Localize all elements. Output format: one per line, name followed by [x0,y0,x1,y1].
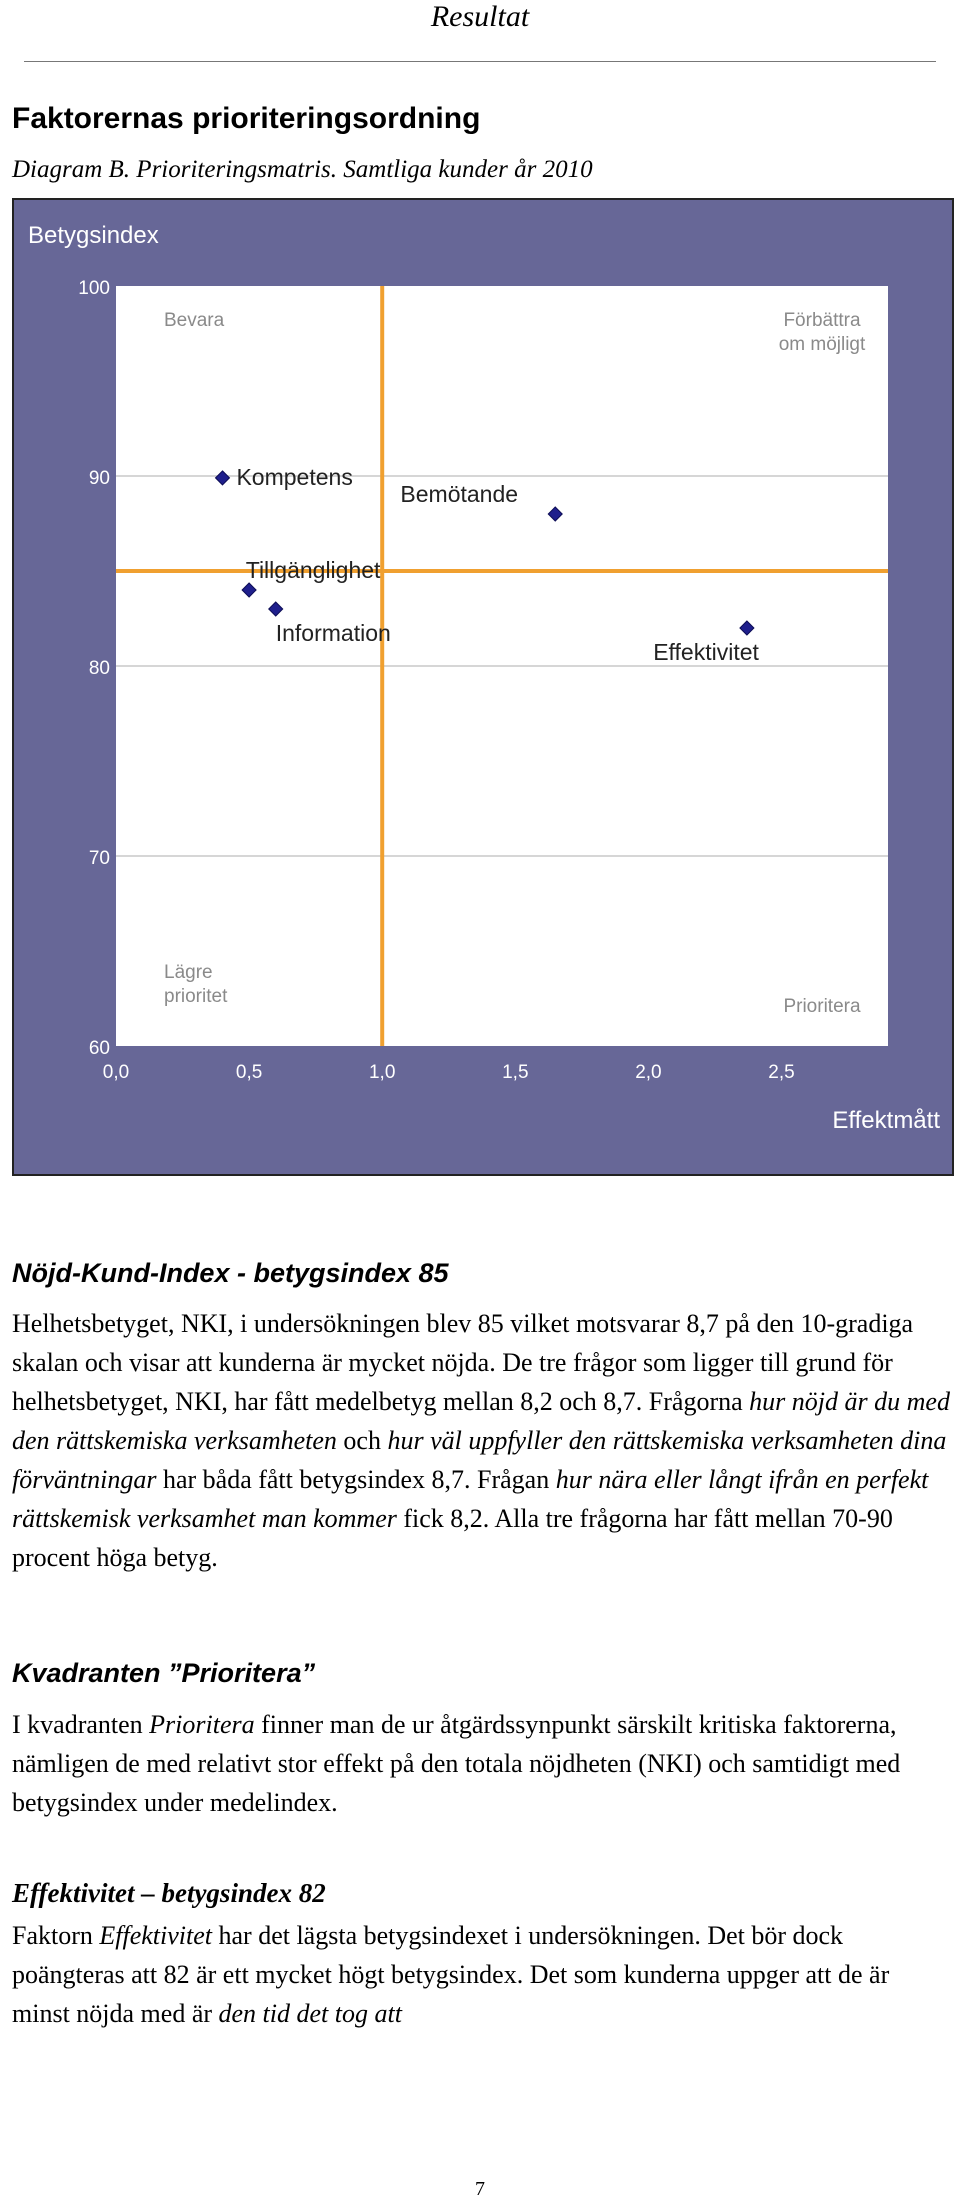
text-run: den tid det tog att [218,1999,402,2028]
quadrant-label: om möjligt [778,334,866,355]
data-point-label: Tillgänglighet [245,557,381,583]
effektivitet-paragraph [12,1916,952,2033]
x-tick-label: 0,5 [235,1062,263,1083]
quadrant-label: Bevara [164,310,225,331]
x-axis-title: Effektmått [832,1107,940,1134]
x-tick-label: 0,0 [102,1062,130,1083]
quadrant-label: Förbättra [783,310,861,331]
x-tick-label: 2,0 [635,1062,662,1083]
section-title: Faktorernas prioriteringsordning [12,102,481,135]
text-run: Prioritera [149,1710,255,1739]
page-number: 7 [475,2178,485,2200]
text-run: och [336,1426,388,1455]
text-run: hur nöjd är du med den rättskemiska verksamheten [12,1387,950,1455]
text-run: har det lägsta betygsindexet i undersökningen. Det bör dock poängteras att 82 är ett mycket högt betygsindex. Det som kunderna uppger att de är minst nöjda med är [12,1921,890,2028]
y-tick-label: 80 [88,658,110,679]
x-tick-label: 1,5 [502,1062,529,1083]
text-run: har båda fått betygsindex 8,7. Frågan [156,1465,556,1494]
prioritera-paragraph [12,1705,952,1822]
x-tick-label: 2,5 [768,1062,795,1083]
text-run: fick 8,2. Alla tre frågorna har fått mellan 70-90 procent höga betyg. [12,1504,893,1572]
prioritera-heading: Kvadranten ”Prioritera” [12,1658,316,1688]
x-tick-label: 1,0 [368,1062,396,1083]
nki-heading: Nöjd-Kund-Index - betygsindex 85 [12,1258,449,1288]
chart-svg [14,200,952,1174]
nki-paragraph [12,1304,952,1577]
header-divider [24,61,936,62]
text-run: I kvadranten [12,1710,150,1739]
running-header: Resultat [430,0,530,33]
data-point-label: Kompetens [236,463,353,490]
y-tick-label: 60 [88,1038,110,1059]
priority-matrix-chart [12,198,954,1176]
data-point-label: Information [275,620,391,646]
text-run: Helhetsbetyget, NKI, i undersökningen blev 85 vilket motsvarar 8,7 på den 10-gradiga skalan och visar att kunderna är mycket nöjda. De tre frågor som ligger till grund för helhetsbetyget, NKI, har fått medelbetyg mellan 8,2 och 8,7. Frågorna [12,1309,914,1416]
y-tick-label: 90 [88,468,110,489]
text-run: Effektivitet [99,1921,212,1950]
text-run: hur nära eller långt ifrån en perfekt rättskemisk verksamhet man kommer [12,1465,929,1533]
text-run: hur väl uppfyller den rättskemiska verksamheten dina förväntningar [12,1426,947,1494]
data-point-label: Effektivitet [653,639,759,665]
y-tick-label: 100 [78,278,110,299]
quadrant-label: Prioritera [783,996,861,1017]
text-run: Faktorn [12,1921,100,1950]
effektivitet-heading: Effektivitet – betygsindex 82 [12,1878,326,1908]
diagram-caption: Diagram B. Prioriteringsmatris. Samtliga kunder år 2010 [12,156,593,183]
quadrant-label: prioritet [164,986,228,1007]
data-point-label: Bemötande [400,481,519,507]
quadrant-label: Lägre [164,962,213,983]
y-axis-title: Betygsindex [28,222,159,249]
text-run: finner man de ur åtgärdssynpunkt särskilt kritiska faktorerna, nämligen de med relativt stor effekt på den totala nöjdheten (NKI) och samtidigt med betygsindex under medelindex. [12,1710,901,1817]
y-tick-label: 70 [88,848,110,869]
